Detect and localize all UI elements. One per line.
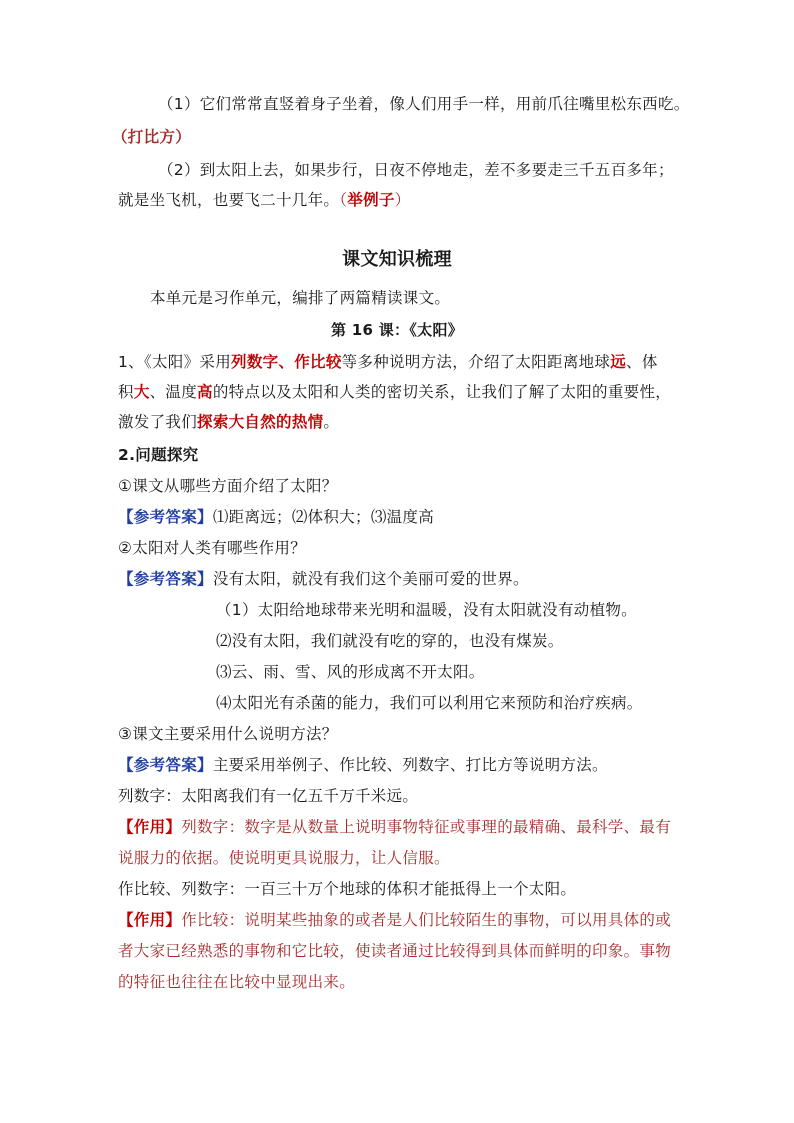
effect-1-text-b: 说服力的依据。使说明更具说服力，让人信服。	[118, 849, 450, 867]
answer-tag: 【参考答案】	[118, 508, 213, 526]
answer-1	[118, 507, 434, 527]
answer-2	[118, 569, 529, 589]
answer-tag: 【参考答案】	[118, 756, 213, 774]
summary-highlight: 远	[610, 353, 627, 371]
answer-tag: 【参考答案】	[118, 570, 213, 588]
effect-2-text-c: 的特征也往往在比较中显现出来。	[118, 973, 356, 991]
effect-2-text-b: 者大家已经熟悉的事物和它比较，使读者通过比较得到具体而鲜明的印象。事物	[118, 942, 672, 960]
section-title: 课文知识梳理	[342, 249, 452, 270]
summary-text: 。	[323, 413, 340, 431]
answer-3	[118, 755, 608, 775]
answer-2-item: （1）太阳给地球带来光明和温暖，没有太阳就没有动植物。	[216, 601, 637, 619]
example-1-tag: （打比方）	[112, 128, 192, 146]
effect-2-text-a: 作比较：说明某些抽象的或者是人们比较陌生的事物，可以用具体的或	[181, 911, 672, 929]
example-list-numbers: 列数字：太阳离我们有一亿五千万千米远。	[118, 787, 419, 805]
summary-text: 激发了我们	[118, 413, 198, 431]
question-1: ①课文从哪些方面介绍了太阳？	[118, 477, 338, 495]
section-intro: 本单元是习作单元，编排了两篇精读课文。	[150, 289, 451, 307]
example-1-text: （1）它们常常直竖着身子坐着，像人们用手一样，用前爪往嘴里松东西吃。	[158, 95, 690, 113]
summary-text: 、体	[626, 353, 658, 371]
summary-highlight: 高	[197, 383, 213, 401]
example-2-tag: 举例子	[347, 191, 395, 209]
question-3: ③课文主要采用什么说明方法？	[118, 725, 338, 743]
answer-2-text: 没有太阳，就没有我们这个美丽可爱的世界。	[212, 570, 529, 588]
effect-1-text-a: 列数字：数字是从数量上说明事物特征或事理的最精确、最科学、最有	[181, 818, 672, 836]
summary-text: 等多种说明方法，介绍了太阳距离地球	[341, 353, 611, 371]
example-comparison: 作比较、列数字：一百三十万个地球的体积才能抵得上一个太阳。	[118, 880, 577, 898]
effect-2-line-a	[118, 910, 671, 930]
summary-text: 积	[118, 383, 134, 401]
summary-line-3	[118, 412, 339, 432]
summary-text: 的特点以及太阳和人类的密切关系，让我们了解了太阳的重要性，	[212, 383, 672, 401]
effect-tag: 【作用】	[118, 911, 182, 929]
summary-line-1	[118, 352, 658, 372]
answer-3-text: 主要采用举例子、作比较、列数字、打比方等说明方法。	[212, 756, 608, 774]
example-2-tag-open: （	[339, 191, 348, 209]
answer-2-item: ⑷太阳光有杀菌的能力，我们可以利用它来预防和治疗疾病。	[216, 694, 643, 712]
summary-highlight: 大	[133, 383, 150, 401]
effect-tag: 【作用】	[118, 818, 182, 836]
question-2: ②太阳对人类有哪些作用？	[118, 539, 306, 557]
summary-highlight: 列数字、作比较	[231, 353, 342, 371]
example-2-line-b	[118, 190, 410, 210]
inquiry-heading: 2.问题探究	[118, 446, 199, 464]
effect-1-line-a	[118, 817, 671, 837]
example-2-tag-close: ）	[394, 191, 411, 209]
lesson-title: 第 16 课：《太阳》	[330, 321, 464, 339]
example-2-text-a: （2）到太阳上去，如果步行，日夜不停地走，差不多要走三千五百多年；	[158, 161, 674, 179]
answer-1-text: ⑴距离远；⑵体积大；⑶温度高	[212, 508, 435, 526]
answer-2-item: ⑶云、雨、雪、风的形成离不开太阳。	[216, 663, 485, 681]
summary-text: 、温度	[149, 383, 198, 401]
summary-highlight: 探索大自然的热情	[197, 413, 324, 431]
answer-2-item: ⑵没有太阳，我们就没有吃的穿的，也没有煤炭。	[216, 632, 564, 650]
summary-text: 1、《太阳》采用	[118, 353, 232, 371]
example-2-text-b: 就是坐飞机，也要飞二十几年。	[118, 191, 340, 209]
summary-line-2	[118, 382, 671, 402]
